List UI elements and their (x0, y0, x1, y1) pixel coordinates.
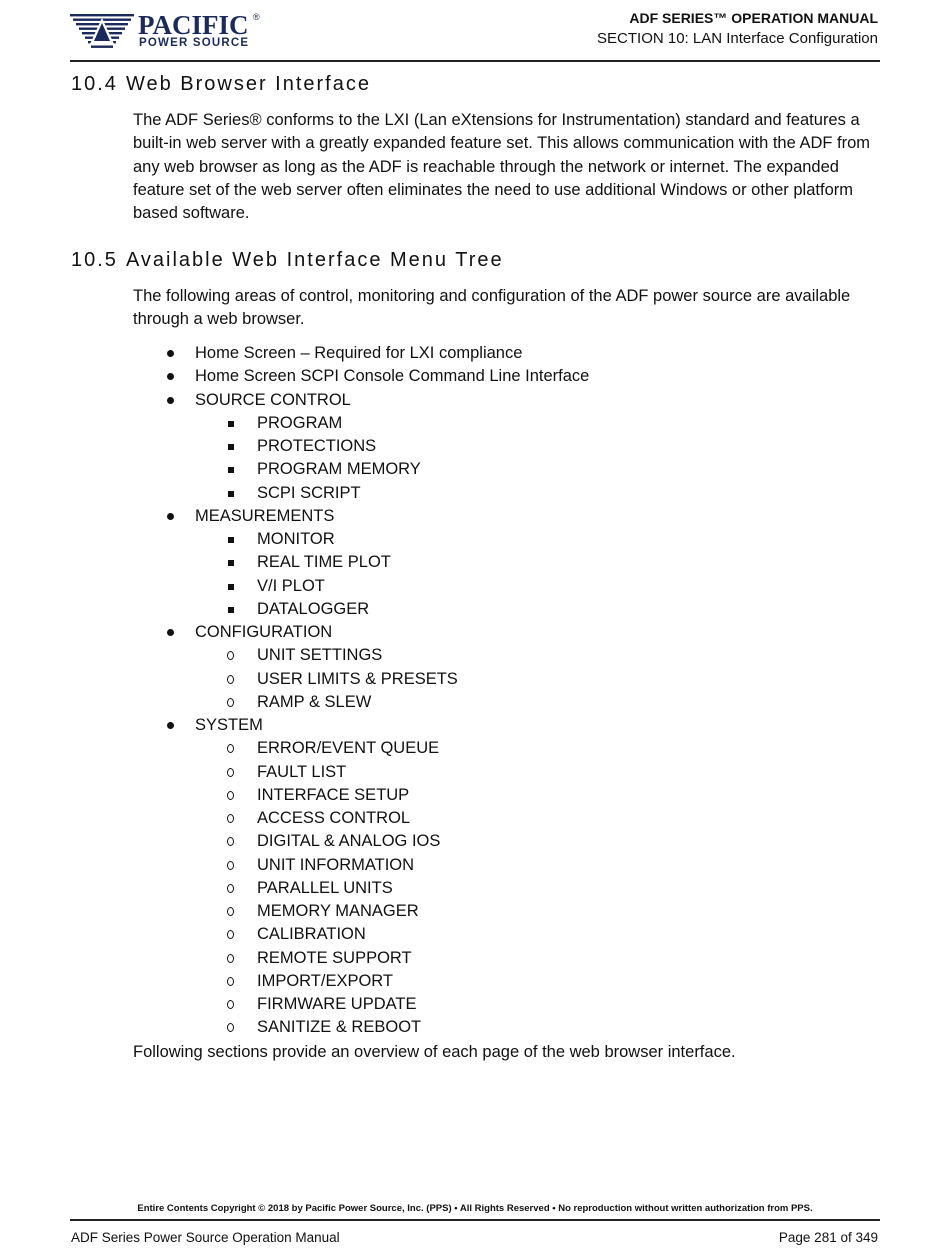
bullet-circle-icon (227, 837, 234, 846)
header-titles (597, 8, 878, 50)
paragraph-web-browser-interface: The ADF Series® conforms to the LXI (Lan eXtensions for Instrumentation) standard and features a built-in web server with a greatly expanded feature set. This allows communication with the ADF from any web browser as long as the ADF is reachable through the network or internet. The expanded feature set of the web server often eliminates the need to use additional Windows or other platform based software. (133, 111, 871, 223)
list-item-label: CONFIGURATION (195, 623, 333, 641)
list-item (0, 714, 950, 737)
heading-number: 10.4 (71, 73, 118, 95)
list-item (0, 900, 950, 923)
list-item-label: Home Screen – Required for LXI compliance (195, 344, 523, 362)
list-item (0, 761, 950, 784)
list-item (0, 389, 950, 412)
logo-subline: POWER SOURCE (139, 37, 250, 49)
bullet-circle-icon (227, 768, 234, 777)
copyright-notice: Entire Contents Copyright © 2018 by Pacific Power Source, Inc. (PPS) • All Rights Reserved • No reproduction without written authorization from PPS. (137, 1203, 813, 1214)
pacific-power-source-logo (70, 10, 270, 54)
bullet-dot-icon (167, 350, 174, 357)
list-item-label: PROGRAM (257, 413, 343, 432)
bullet-square-icon (228, 491, 234, 497)
list-item (0, 412, 950, 435)
list-item (0, 1016, 950, 1039)
bullet-dot-icon (167, 629, 174, 636)
list-item (0, 505, 950, 528)
list-item-label: DATALOGGER (257, 599, 370, 618)
list-item-label: USER LIMITS & PRESETS (257, 669, 458, 688)
bullet-circle-icon (227, 651, 234, 660)
list-item-label: ACCESS CONTROL (257, 809, 411, 827)
bullet-dot-icon (167, 722, 174, 729)
list-item (0, 598, 950, 621)
list-item-label: INTERFACE SETUP (257, 785, 410, 804)
heading-10-5 (71, 249, 504, 272)
heading-10-4 (71, 73, 371, 96)
section-title: SECTION 10: LAN Interface Configuration (597, 30, 878, 47)
list-item (0, 993, 950, 1016)
list-item (0, 784, 950, 807)
list-item (0, 342, 950, 365)
list-item-label: SOURCE CONTROL (195, 390, 351, 409)
list-item-label: REMOTE SUPPORT (257, 948, 412, 967)
list-item-label: SYSTEM (195, 716, 263, 734)
bullet-circle-icon (227, 744, 234, 753)
list-item-label: PARALLEL UNITS (257, 878, 393, 897)
bullet-square-icon (228, 444, 234, 450)
list-item (0, 947, 950, 970)
bullet-circle-icon (227, 814, 234, 823)
bullet-dot-icon (167, 373, 174, 380)
list-item (0, 807, 950, 830)
list-item (0, 668, 950, 691)
list-item (0, 621, 950, 644)
heading-number: 10.5 (71, 249, 118, 271)
list-item-label: MONITOR (257, 530, 335, 548)
list-item-label: V/I PLOT (257, 576, 325, 595)
list-item-label: DIGITAL & ANALOG IOS (257, 832, 441, 851)
heading-text: Available Web Interface Menu Tree (125, 249, 504, 271)
bullet-square-icon (228, 560, 234, 566)
list-item (0, 575, 950, 598)
document-title: ADF SERIES™ OPERATION MANUAL (629, 10, 878, 26)
list-item-label: CALIBRATION (257, 925, 366, 944)
bullet-circle-icon (227, 1000, 234, 1009)
logo-triangle-icon (70, 14, 134, 50)
list-item-label: IMPORT/EXPORT (257, 971, 393, 990)
list-item-label: SANITIZE & REBOOT (257, 1018, 422, 1037)
logo-registered-mark: ® (253, 12, 260, 22)
menu-tree-list (0, 342, 950, 1040)
list-item-label: FAULT LIST (257, 762, 347, 781)
bullet-circle-icon (227, 884, 234, 893)
bullet-circle-icon (227, 791, 234, 800)
list-item-label: Home Screen SCPI Console Command Line Interface (195, 367, 590, 386)
list-item-label: REAL TIME PLOT (257, 553, 391, 572)
list-item (0, 877, 950, 900)
bullet-square-icon (228, 607, 234, 613)
bullet-circle-icon (227, 930, 234, 939)
list-item-label: PROTECTIONS (257, 437, 377, 455)
list-item (0, 737, 950, 760)
bullet-circle-icon (227, 954, 234, 963)
bullet-dot-icon (167, 397, 174, 404)
paragraph-closing: Following sections provide an overview of each page of the web browser interface. (133, 1043, 736, 1061)
footer-divider (70, 1219, 880, 1221)
list-item (0, 970, 950, 993)
bullet-square-icon (228, 421, 234, 427)
list-item-label: UNIT SETTINGS (257, 646, 383, 665)
bullet-square-icon (228, 537, 234, 543)
bullet-circle-icon (227, 977, 234, 986)
list-item-label: PROGRAM MEMORY (257, 460, 421, 479)
list-item-label: RAMP & SLEW (257, 692, 372, 711)
page-header (70, 8, 880, 62)
list-item (0, 691, 950, 714)
list-item-label: SCPI SCRIPT (257, 483, 361, 502)
list-item-label: UNIT INFORMATION (257, 855, 415, 874)
list-item (0, 482, 950, 505)
paragraph-menu-tree-intro: The following areas of control, monitoring and configuration of the ADF power source are available through a web browser. (133, 287, 851, 329)
bullet-circle-icon (227, 907, 234, 916)
list-item-label: MEMORY MANAGER (257, 902, 419, 920)
bullet-square-icon (228, 467, 234, 473)
bullet-circle-icon (227, 1023, 234, 1032)
bullet-dot-icon (167, 513, 174, 520)
bullet-circle-icon (227, 675, 234, 684)
list-item-label: MEASUREMENTS (195, 506, 335, 525)
logo-wordmark: PACIFIC (138, 10, 249, 40)
list-item (0, 854, 950, 877)
list-item (0, 435, 950, 458)
bullet-circle-icon (227, 861, 234, 870)
bullet-square-icon (228, 584, 234, 590)
list-item (0, 923, 950, 946)
list-item (0, 644, 950, 667)
list-item (0, 830, 950, 853)
heading-text: Web Browser Interface (125, 73, 371, 95)
list-item-label: ERROR/EVENT QUEUE (257, 739, 440, 758)
list-item (0, 528, 950, 551)
footer-page-number: Page 281 of 349 (778, 1230, 878, 1245)
footer-manual-name: ADF Series Power Source Operation Manual (71, 1230, 340, 1245)
list-item (0, 365, 950, 388)
list-item (0, 551, 950, 574)
list-item (0, 458, 950, 481)
list-item-label: FIRMWARE UPDATE (257, 995, 417, 1013)
bullet-circle-icon (227, 698, 234, 707)
